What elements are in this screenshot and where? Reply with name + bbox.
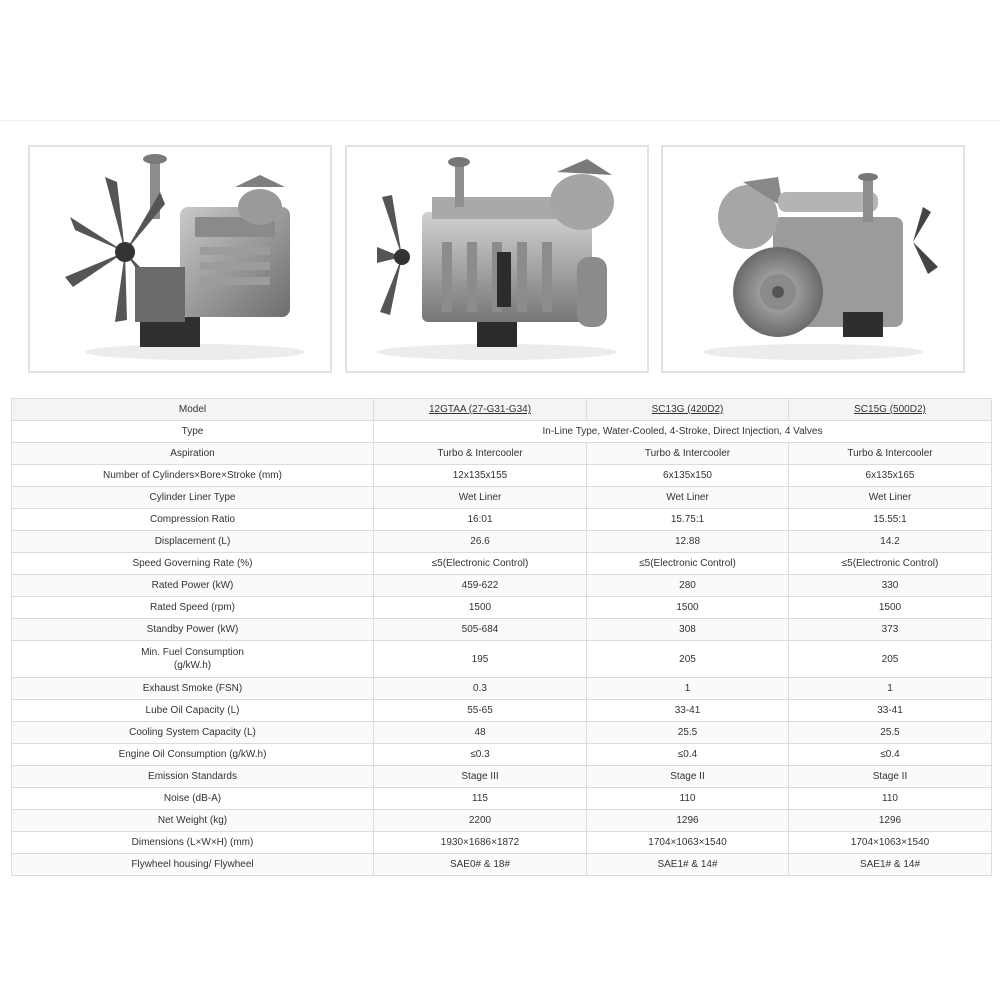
spec-label-text: Noise (dB-A)	[163, 793, 222, 804]
spec-value: SAE0# & 18#	[374, 854, 587, 876]
table-row	[12, 810, 992, 832]
spec-value: 1	[587, 678, 789, 700]
spec-label-text: Aspiration	[170, 448, 215, 459]
engine-photo-1	[28, 145, 332, 373]
spec-value: 110	[789, 788, 992, 810]
spec-value: 373	[789, 619, 992, 641]
table-row	[12, 443, 992, 465]
spec-value: 110	[587, 788, 789, 810]
spec-label	[12, 553, 374, 575]
spec-label-text: Min. Fuel Consumption	[141, 647, 244, 658]
spec-value: 505-684	[374, 619, 587, 641]
spec-label	[12, 678, 374, 700]
spec-label-text-line2: (g/kW.h)	[173, 660, 212, 671]
spec-value: SAE1# & 14#	[789, 854, 992, 876]
spec-label	[12, 509, 374, 531]
table-row	[12, 700, 992, 722]
spec-label	[12, 744, 374, 766]
top-divider	[0, 120, 1000, 121]
table-row	[12, 641, 992, 678]
spec-value: 280	[587, 575, 789, 597]
spec-value: ≤5(Electronic Control)	[789, 553, 992, 575]
model-link-2[interactable]: SC13G (420D2)	[651, 404, 724, 415]
spec-value: 48	[374, 722, 587, 744]
model-link-3[interactable]: SC15G (500D2)	[854, 404, 926, 415]
spec-label-text: Flywheel housing/ Flywheel	[131, 859, 254, 870]
spec-value: 330	[789, 575, 992, 597]
type-label: Type	[12, 421, 374, 443]
spec-label-text: Standby Power (kW)	[146, 624, 239, 635]
type-value: In-Line Type, Water-Cooled, 4-Stroke, Direct Injection, 4 Valves	[374, 421, 992, 443]
spec-value: 0.3	[374, 678, 587, 700]
spec-value: 25.5	[587, 722, 789, 744]
spec-value: 115	[374, 788, 587, 810]
table-row	[12, 509, 992, 531]
spec-value: 205	[587, 641, 789, 678]
spec-value: ≤0.4	[587, 744, 789, 766]
spec-label	[12, 700, 374, 722]
spec-value: ≤0.4	[789, 744, 992, 766]
spec-value: 1	[789, 678, 992, 700]
spec-value: 26.6	[374, 531, 587, 553]
spec-value: 55-65	[374, 700, 587, 722]
spec-value: 1500	[587, 597, 789, 619]
spec-value: Stage II	[587, 766, 789, 788]
table-row	[12, 766, 992, 788]
spec-label-text: Emission Standards	[148, 771, 237, 782]
model-label: Model	[12, 399, 374, 421]
table-row	[12, 788, 992, 810]
table-row	[12, 487, 992, 509]
spec-value: Stage II	[789, 766, 992, 788]
spec-table	[11, 398, 992, 876]
spec-value: Turbo & Intercooler	[374, 443, 587, 465]
table-row	[12, 678, 992, 700]
spec-label-text: Compression Ratio	[149, 514, 236, 525]
spec-value: Turbo & Intercooler	[587, 443, 789, 465]
spec-label	[12, 810, 374, 832]
spec-value: 1296	[587, 810, 789, 832]
spec-value: 1930×1686×1872	[374, 832, 587, 854]
spec-value: 16:01	[374, 509, 587, 531]
table-row	[12, 597, 992, 619]
spec-label	[12, 854, 374, 876]
spec-value: 33-41	[789, 700, 992, 722]
spec-value: 1500	[789, 597, 992, 619]
spec-label-text: Rated Power (kW)	[151, 580, 234, 591]
spec-value: ≤5(Electronic Control)	[587, 553, 789, 575]
spec-value: SAE1# & 14#	[587, 854, 789, 876]
spec-value: Stage III	[374, 766, 587, 788]
spec-label	[12, 487, 374, 509]
spec-label	[12, 832, 374, 854]
spec-label	[12, 531, 374, 553]
table-row	[12, 531, 992, 553]
spec-value: 195	[374, 641, 587, 678]
spec-value: 1704×1063×1540	[587, 832, 789, 854]
spec-label	[12, 465, 374, 487]
spec-label-text: Dimensions (L×W×H) (mm)	[131, 837, 254, 848]
spec-value: 14.2	[789, 531, 992, 553]
spec-label	[12, 722, 374, 744]
spec-value: Wet Liner	[587, 487, 789, 509]
spec-value: 205	[789, 641, 992, 678]
spec-value: 459-622	[374, 575, 587, 597]
spec-value: 15.55:1	[789, 509, 992, 531]
table-row	[12, 722, 992, 744]
spec-label-text: Lube Oil Capacity (L)	[145, 705, 240, 716]
table-row	[12, 832, 992, 854]
spec-value: 33-41	[587, 700, 789, 722]
engine-photo-3	[661, 145, 965, 373]
spec-value: 12.88	[587, 531, 789, 553]
header-row	[12, 399, 992, 421]
spec-value: 2200	[374, 810, 587, 832]
spec-value: ≤5(Electronic Control)	[374, 553, 587, 575]
spec-value: Turbo & Intercooler	[789, 443, 992, 465]
spec-label-text: Cooling System Capacity (L)	[129, 727, 256, 738]
spec-label	[12, 443, 374, 465]
spec-value: 12x135x155	[374, 465, 587, 487]
spec-value: 1704×1063×1540	[789, 832, 992, 854]
spec-label	[12, 619, 374, 641]
spec-label-text: Exhaust Smoke (FSN)	[142, 683, 243, 694]
spec-label	[12, 641, 374, 678]
spec-label-text: Net Weight (kg)	[157, 815, 228, 826]
engine-photo-2	[345, 145, 649, 373]
spec-value: 1296	[789, 810, 992, 832]
spec-value: Wet Liner	[789, 487, 992, 509]
table-row	[12, 465, 992, 487]
engine-photo-front-fan-icon	[30, 147, 330, 371]
spec-value: Wet Liner	[374, 487, 587, 509]
table-row	[12, 854, 992, 876]
spec-label-text: Displacement (L)	[154, 536, 231, 547]
spec-value: 1500	[374, 597, 587, 619]
spec-value: 15.75:1	[587, 509, 789, 531]
engine-photo-rear-flywheel-icon	[663, 147, 963, 371]
spec-label-text: Rated Speed (rpm)	[149, 602, 236, 613]
spec-label-text: Speed Governing Rate (%)	[132, 558, 253, 569]
table-row	[12, 619, 992, 641]
spec-value: 6x135x165	[789, 465, 992, 487]
spec-label-text: Engine Oil Consumption (g/kW.h)	[118, 749, 267, 760]
spec-value: ≤0.3	[374, 744, 587, 766]
table-row	[12, 575, 992, 597]
spec-label-text: Cylinder Liner Type	[149, 492, 236, 503]
type-row	[12, 421, 992, 443]
spec-value: 6x135x150	[587, 465, 789, 487]
table-row	[12, 744, 992, 766]
model-link-1[interactable]: 12GTAA (27-G31-G34)	[428, 404, 532, 415]
spec-value: 25.5	[789, 722, 992, 744]
spec-value: 308	[587, 619, 789, 641]
table-row	[12, 553, 992, 575]
spec-label-text: Number of Cylinders×Bore×Stroke (mm)	[103, 470, 282, 481]
spec-label	[12, 766, 374, 788]
spec-label	[12, 575, 374, 597]
spec-label	[12, 788, 374, 810]
engine-photo-side-icon	[347, 147, 647, 371]
spec-label	[12, 597, 374, 619]
